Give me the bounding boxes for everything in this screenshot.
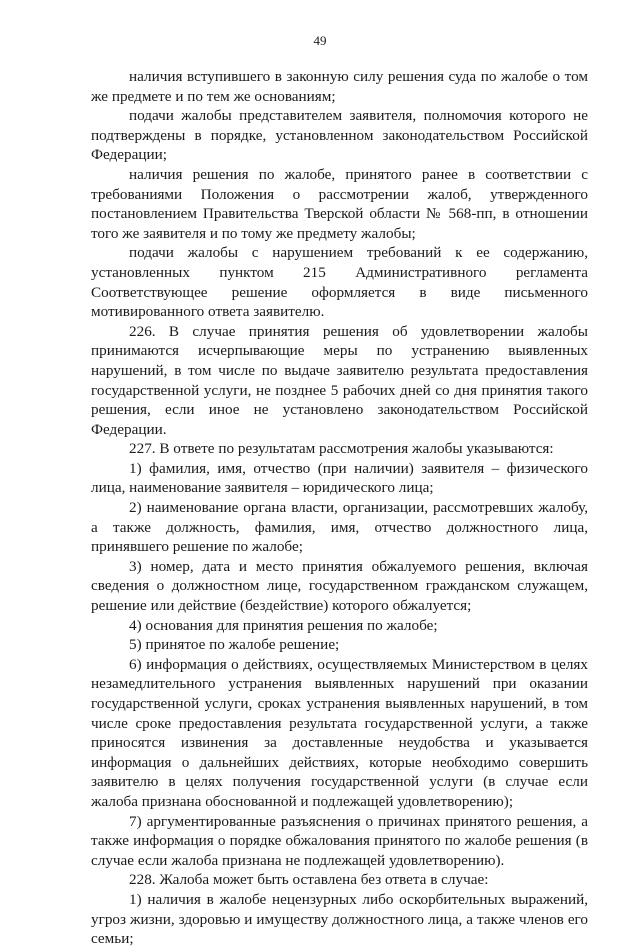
paragraph: 227. В ответе по результатам рассмотрения жалобы указываются:: [129, 440, 554, 458]
page-number: 49: [313, 33, 327, 48]
list-item: 2) наименование органа власти, организации, рассмотревших жалобу, а также должность, фамилия, имя, отчество должностного лица, принявшего решение по жалобе;: [91, 499, 588, 556]
list-item: 6) информация о действиях, осуществляемых Министерством в целях незамедлительного устранения выявленных нарушений при оказании государственной услуги, сроках устранения выявленных нарушений, в том числе сроке предоставления результата государственной услуги, а также приносятся извинения за доставленные неудобства и указывается информация о дальнейших действиях, которые необходимо совершить заявителю в целях получения государственной услуги (в случае если жалоба признана обоснованной и подлежащей удовлетворению);: [91, 655, 588, 810]
paragraph: наличия вступившего в законную силу решения суда по жалобе о том же предмете и по тем же основаниям;: [91, 68, 588, 105]
list-item: 1) фамилия, имя, отчество (при наличии) заявителя – физического лица, наименование заявителя – юридического лица;: [91, 459, 588, 497]
list-item: 4) основания для принятия решения по жалобе;: [129, 616, 438, 634]
paragraph: подачи жалобы с нарушением требований к ее содержанию, установленных пунктом 215 Административного регламента Соответствующее решение оформляется в виде письменного мотивированного ответа заявителю.: [91, 244, 588, 321]
paragraph: 226. В случае принятия решения об удовлетворении жалобы принимаются исчерпывающие меры по устранению выявленных нарушений, в том числе по выдаче заявителю результата предоставления государственной услуги, не позднее 5 рабочих дней со дня принятия такого решения, если иное не установлено законодательством Российской Федерации.: [91, 322, 588, 438]
paragraph: 228. Жалоба может быть оставлена без ответа в случае:: [129, 871, 489, 889]
list-item: 7) аргументированные разъяснения о причинах принятого решения, а также информация о порядке обжалования принятого по жалобе решения (в случае если жалоба признана не подлежащей удовлетворению).: [91, 812, 588, 869]
paragraph: подачи жалобы представителем заявителя, полномочия которого не подтверждены в порядке, установленном законодательством Российской Федерации;: [91, 107, 588, 164]
list-item: 5) принятое по жалобе решение;: [129, 636, 340, 654]
document-body: [91, 67, 588, 949]
list-item: 1) наличия в жалобе нецензурных либо оскорбительных выражений, угроз жизни, здоровью и имуществу должностного лица, а также членов его семьи;: [91, 890, 588, 948]
list-item: 3) номер, дата и место принятия обжалуемого решения, включая сведения о должностном лице, государственном гражданском служащем, решение или действие (бездействие) которого обжалуется;: [91, 557, 588, 615]
paragraph: наличия решения по жалобе, принятого ранее в соответствии с требованиями Положения о рассмотрении жалоб, утвержденного постановлением Правительства Тверской области № 568-пп, в отношении того же заявителя и по тому же предмету жалобы;: [91, 165, 588, 242]
